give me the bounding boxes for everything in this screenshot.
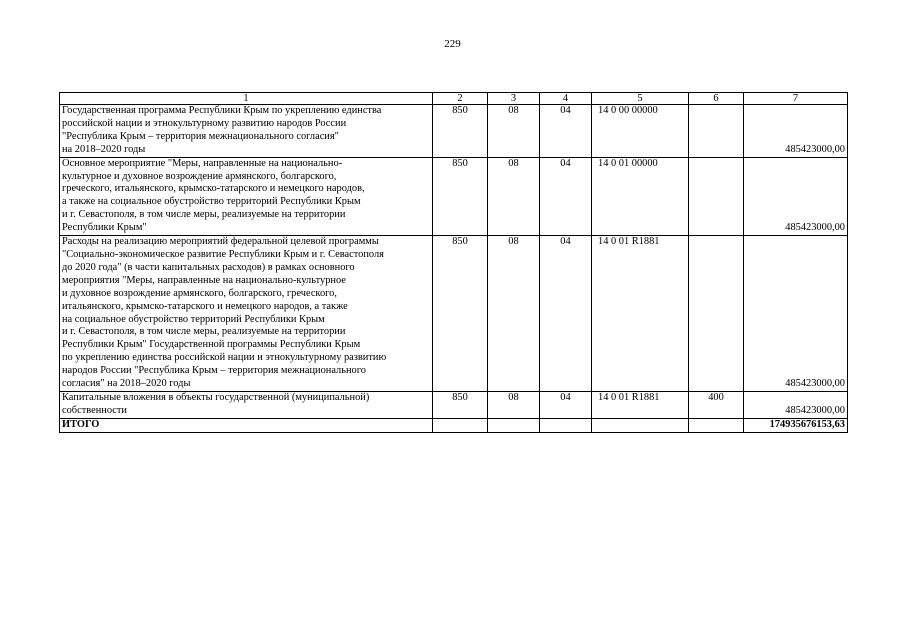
row-name	[60, 105, 433, 158]
row-subsection: 04	[540, 157, 592, 235]
header-cell: 7	[744, 93, 848, 105]
table-row	[60, 157, 848, 235]
row-sum: 485423000,00	[744, 157, 848, 235]
row-target-article: 14 0 00 00000	[592, 105, 689, 158]
row-sum: 485423000,00	[744, 391, 848, 418]
row-section: 08	[488, 105, 540, 158]
row-name-text: Государственная программа Республики Крым по укреплению единства российской нации и этнокультурному развитию народов России "Республика Крым – территория межнационального согласия" на 2018–2020 годы	[62, 105, 382, 155]
total-label: ИТОГО	[60, 418, 433, 432]
row-expense-type	[689, 236, 744, 392]
row-expense-type	[689, 157, 744, 235]
row-sum: 485423000,00	[744, 236, 848, 392]
header-cell: 2	[433, 93, 488, 105]
row-target-article: 14 0 01 R1881	[592, 391, 689, 418]
total-sum: 174935676153,63	[744, 418, 848, 432]
table-row	[60, 236, 848, 392]
row-name	[60, 157, 433, 235]
row-ministry-code: 850	[433, 157, 488, 235]
empty-cell	[540, 418, 592, 432]
row-ministry-code: 850	[433, 236, 488, 392]
empty-cell	[488, 418, 540, 432]
row-ministry-code: 850	[433, 105, 488, 158]
header-cell: 6	[689, 93, 744, 105]
header-cell: 4	[540, 93, 592, 105]
budget-table	[59, 92, 848, 433]
page-number: 229	[444, 38, 461, 50]
row-ministry-code: 850	[433, 391, 488, 418]
row-sum: 485423000,00	[744, 105, 848, 158]
row-subsection: 04	[540, 105, 592, 158]
empty-cell	[433, 418, 488, 432]
row-name-text: Расходы на реализацию мероприятий федеральной целевой программы "Социально-экономическое развитие Республики Крым и г. Севастополя до 2020 года" (в части капитальных расходов) в рамках основного мероприятия "Меры, направленные на национально-культурное и духовное возрождение армянского, болгарского, греческого, итальянского, крымско-татарского и немецкого народов, а также на социальное обустройство территорий Республики Крым и г. Севастополя, в том числе меры, реализуемые на территории Республики Крым" Государственной программы Республики Крым по укреплению единства российской нации и этнокультурному развитию народов России "Республика Крым – территория межнационального согласия" на 2018–2020 годы	[62, 236, 387, 390]
header-cell: 5	[592, 93, 689, 105]
header-cell: 3	[488, 93, 540, 105]
row-name	[60, 236, 433, 392]
row-expense-type	[689, 105, 744, 158]
table-row	[60, 105, 848, 158]
row-expense-type: 400	[689, 391, 744, 418]
row-section: 08	[488, 236, 540, 392]
header-cell: 1	[60, 93, 433, 105]
header-row	[60, 93, 848, 105]
row-name	[60, 391, 433, 418]
row-subsection: 04	[540, 236, 592, 392]
row-subsection: 04	[540, 391, 592, 418]
row-target-article: 14 0 01 00000	[592, 157, 689, 235]
row-section: 08	[488, 157, 540, 235]
row-name-text: Основное мероприятие "Меры, направленные на национально- культурное и духовное возрождение армянского, болгарского, греческого, итальянского, крымско-татарского и немецкого народов, а также на социальное обустройство территорий Республики Крым и г. Севастополя, в том числе меры, реализуемые на территории Республики Крым"	[62, 157, 365, 234]
empty-cell	[592, 418, 689, 432]
row-section: 08	[488, 391, 540, 418]
total-row	[60, 418, 848, 432]
row-name-text: Капитальные вложения в объекты государственной (муниципальной) собственности	[62, 391, 370, 416]
empty-cell	[689, 418, 744, 432]
table-row	[60, 391, 848, 418]
row-target-article: 14 0 01 R1881	[592, 236, 689, 392]
